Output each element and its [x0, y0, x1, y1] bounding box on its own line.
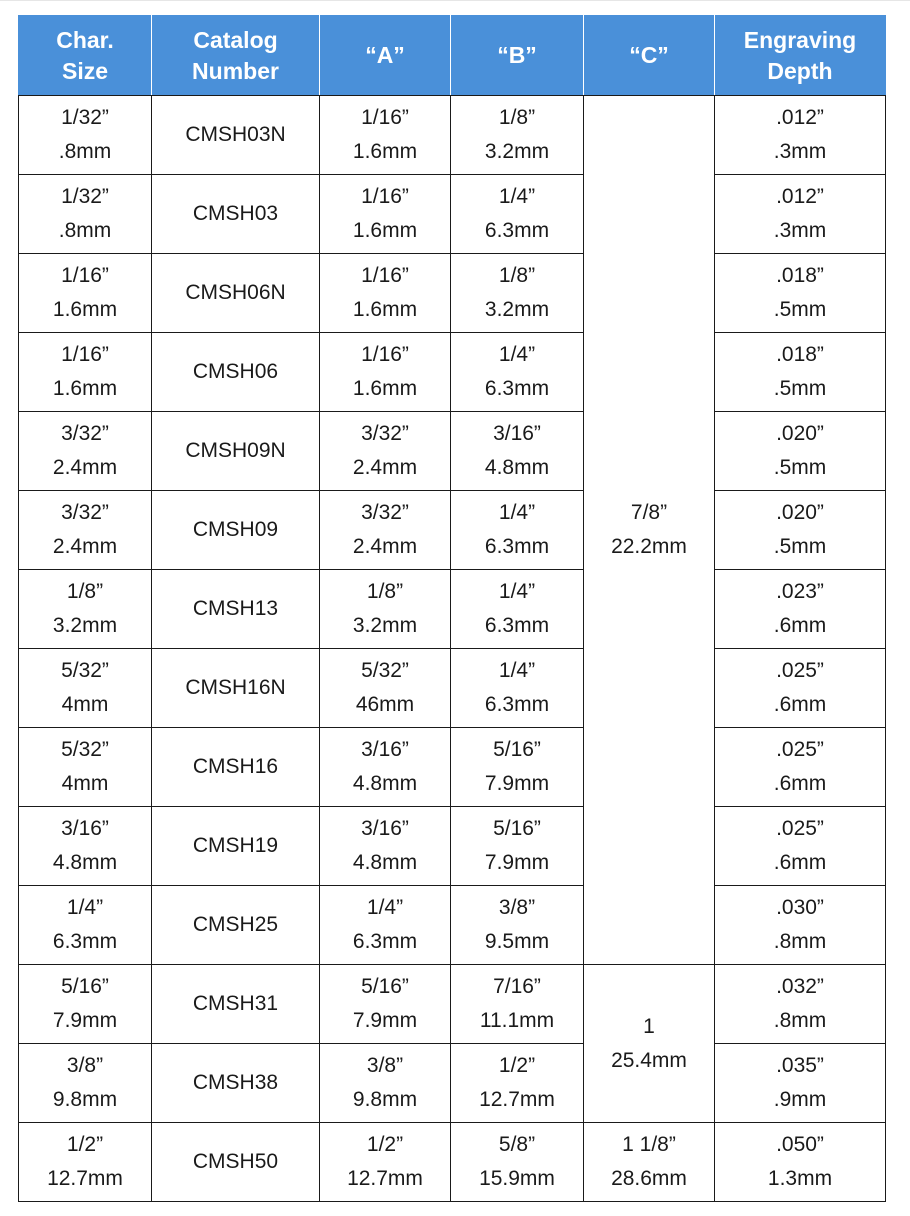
- a-dimension-cell-line: 1.6mm: [352, 298, 418, 321]
- engraving-depth-cell: [715, 412, 886, 491]
- engraving-depth-cell-line: .030”: [776, 896, 824, 919]
- catalog-number-cell: CMSH31: [152, 965, 320, 1044]
- engraving-depth-cell-line: .3mm: [773, 219, 827, 242]
- b-dimension-cell-line: 11.1mm: [479, 1009, 555, 1032]
- b-dimension-cell: [451, 412, 584, 491]
- engraving-depth-cell-line: .6mm: [773, 693, 827, 716]
- char-size-cell-line: .8mm: [58, 219, 112, 242]
- c-dimension-cell-line: 1 1/8”: [622, 1133, 676, 1156]
- catalog-number-cell: CMSH13: [152, 570, 320, 649]
- char-size-cell-line: 1/16”: [61, 343, 109, 366]
- table-header: [19, 16, 886, 96]
- char-size-cell: [19, 570, 152, 649]
- char-size-cell: [19, 175, 152, 254]
- char-size-cell-line: 3/8”: [66, 1054, 104, 1077]
- header-catalog-number: [152, 16, 320, 96]
- char-size-cell: [19, 649, 152, 728]
- char-size-cell-line: 2.4mm: [52, 456, 118, 479]
- a-dimension-cell-line: 7.9mm: [352, 1009, 418, 1032]
- a-dimension-cell-line: 9.8mm: [352, 1088, 418, 1111]
- header-text-line: Engraving: [743, 26, 857, 53]
- char-size-cell-line: 1.6mm: [52, 298, 118, 321]
- header-b: [451, 16, 584, 96]
- b-dimension-cell-line: 5/16”: [493, 738, 541, 761]
- a-dimension-cell-line: 1/16”: [361, 106, 409, 129]
- a-dimension-cell-line: 12.7mm: [347, 1167, 423, 1190]
- c-dimension-cell-line: 25.4mm: [611, 1048, 687, 1072]
- engraving-depth-cell-line: .6mm: [773, 614, 827, 637]
- engraving-depth-cell-line: .032”: [776, 975, 824, 998]
- a-dimension-cell: [320, 807, 451, 886]
- b-dimension-cell-line: 15.9mm: [479, 1167, 555, 1190]
- a-dimension-cell-line: 1/16”: [361, 264, 409, 287]
- a-dimension-cell-line: 4.8mm: [352, 851, 418, 874]
- engraving-depth-cell-line: .035”: [776, 1054, 824, 1077]
- char-size-cell-line: 1/8”: [66, 580, 104, 603]
- char-size-cell-line: 3/32”: [61, 422, 109, 445]
- b-dimension-cell-line: 1/4”: [498, 659, 536, 682]
- char-size-cell-line: 3.2mm: [52, 614, 118, 637]
- char-size-cell-line: 1/32”: [61, 106, 109, 129]
- catalog-number-cell: CMSH06N: [152, 254, 320, 333]
- header-text-line: Number: [192, 57, 279, 84]
- a-dimension-cell: [320, 96, 451, 175]
- header-text-line: “B”: [497, 42, 537, 68]
- b-dimension-cell-line: 1/4”: [498, 343, 536, 366]
- header-char-size: [19, 16, 152, 96]
- engraving-depth-cell-line: .5mm: [773, 456, 827, 479]
- b-dimension-cell-line: 7.9mm: [484, 851, 550, 874]
- char-size-cell: [19, 1123, 152, 1202]
- engraving-depth-cell-line: .023”: [776, 580, 824, 603]
- engraving-depth-cell-line: .6mm: [773, 851, 827, 874]
- engraving-depth-cell: [715, 1044, 886, 1123]
- a-dimension-cell-line: 3/16”: [361, 817, 409, 840]
- a-dimension-cell-line: 2.4mm: [352, 535, 418, 558]
- b-dimension-cell: [451, 649, 584, 728]
- engraving-depth-cell: [715, 570, 886, 649]
- char-size-cell: [19, 728, 152, 807]
- c-dimension-cell-line: 28.6mm: [611, 1167, 687, 1190]
- a-dimension-cell: [320, 491, 451, 570]
- engraving-depth-cell-line: .9mm: [773, 1088, 827, 1111]
- engraving-depth-cell-line: .012”: [776, 106, 824, 129]
- char-size-cell: [19, 412, 152, 491]
- engraving-depth-cell-line: .020”: [776, 501, 824, 524]
- b-dimension-cell-line: 1/4”: [498, 185, 536, 208]
- b-dimension-cell-line: 1/8”: [498, 264, 536, 287]
- char-size-cell: [19, 333, 152, 412]
- b-dimension-cell-line: 5/16”: [493, 817, 541, 840]
- a-dimension-cell-line: 6.3mm: [352, 930, 418, 953]
- catalog-number-cell: CMSH03: [152, 175, 320, 254]
- c-dimension-cell: [584, 965, 715, 1123]
- a-dimension-cell: [320, 570, 451, 649]
- a-dimension-cell-line: 2.4mm: [352, 456, 418, 479]
- b-dimension-cell-line: 3.2mm: [484, 140, 550, 163]
- b-dimension-cell-line: 6.3mm: [484, 614, 550, 637]
- engraving-depth-cell-line: .018”: [776, 343, 824, 366]
- engraving-depth-cell-line: .5mm: [773, 377, 827, 400]
- table-row: [19, 728, 886, 807]
- engraving-depth-cell-line: .8mm: [773, 930, 827, 953]
- char-size-cell: [19, 491, 152, 570]
- char-size-cell-line: .8mm: [58, 140, 112, 163]
- b-dimension-cell-line: 3/8”: [498, 896, 536, 919]
- char-size-cell-line: 5/32”: [61, 659, 109, 682]
- b-dimension-cell: [451, 807, 584, 886]
- a-dimension-cell-line: 1/2”: [366, 1133, 404, 1156]
- b-dimension-cell-line: 4.8mm: [484, 456, 550, 479]
- a-dimension-cell-line: 1/16”: [361, 185, 409, 208]
- table-row: [19, 254, 886, 333]
- engraving-depth-cell-line: .5mm: [773, 298, 827, 321]
- c-dimension-cell: [584, 96, 715, 965]
- a-dimension-cell-line: 3/8”: [366, 1054, 404, 1077]
- catalog-number-cell: CMSH09: [152, 491, 320, 570]
- catalog-number-cell: CMSH25: [152, 886, 320, 965]
- a-dimension-cell: [320, 965, 451, 1044]
- a-dimension-cell-line: 4.8mm: [352, 772, 418, 795]
- a-dimension-cell-line: 1.6mm: [352, 377, 418, 400]
- b-dimension-cell-line: 7/16”: [493, 975, 541, 998]
- engraving-depth-cell-line: .8mm: [773, 1009, 827, 1032]
- char-size-cell: [19, 96, 152, 175]
- engraving-depth-cell-line: 1.3mm: [767, 1167, 833, 1190]
- c-dimension-cell: [584, 1123, 715, 1202]
- b-dimension-cell: [451, 175, 584, 254]
- engraving-depth-cell: [715, 886, 886, 965]
- engraving-depth-cell: [715, 333, 886, 412]
- char-size-cell-line: 9.8mm: [52, 1088, 118, 1111]
- b-dimension-cell: [451, 965, 584, 1044]
- char-size-cell-line: 4.8mm: [52, 851, 118, 874]
- engraving-depth-cell: [715, 965, 886, 1044]
- a-dimension-cell: [320, 649, 451, 728]
- b-dimension-cell: [451, 570, 584, 649]
- b-dimension-cell-line: 6.3mm: [484, 377, 550, 400]
- header-row: [19, 16, 886, 96]
- b-dimension-cell-line: 1/4”: [498, 501, 536, 524]
- b-dimension-cell-line: 1/8”: [498, 106, 536, 129]
- b-dimension-cell: [451, 96, 584, 175]
- char-size-cell: [19, 807, 152, 886]
- b-dimension-cell-line: 6.3mm: [484, 693, 550, 716]
- table-row: [19, 175, 886, 254]
- specification-table: [18, 15, 886, 1202]
- a-dimension-cell-line: 3/16”: [361, 738, 409, 761]
- a-dimension-cell: [320, 175, 451, 254]
- char-size-cell-line: 4mm: [61, 772, 109, 795]
- header-engraving-depth: [715, 16, 886, 96]
- char-size-cell: [19, 965, 152, 1044]
- a-dimension-cell: [320, 333, 451, 412]
- header-text-line: Catalog: [193, 26, 278, 53]
- engraving-depth-cell: [715, 1123, 886, 1202]
- table-row: [19, 570, 886, 649]
- engraving-depth-cell: [715, 491, 886, 570]
- a-dimension-cell-line: 3/32”: [361, 422, 409, 445]
- b-dimension-cell: [451, 886, 584, 965]
- char-size-cell-line: 6.3mm: [52, 930, 118, 953]
- b-dimension-cell-line: 1/2”: [498, 1054, 536, 1077]
- catalog-number-cell: CMSH06: [152, 333, 320, 412]
- b-dimension-cell-line: 5/8”: [498, 1133, 536, 1156]
- char-size-cell-line: 7.9mm: [52, 1009, 118, 1032]
- c-dimension-cell-line: 1: [643, 1014, 655, 1038]
- catalog-number-cell: CMSH50: [152, 1123, 320, 1202]
- b-dimension-cell: [451, 1123, 584, 1202]
- engraving-depth-cell: [715, 254, 886, 333]
- a-dimension-cell-line: 1/8”: [366, 580, 404, 603]
- b-dimension-cell-line: 9.5mm: [484, 930, 550, 953]
- header-text-line: Depth: [767, 57, 833, 84]
- engraving-depth-cell-line: .6mm: [773, 772, 827, 795]
- table-body: [19, 96, 886, 1202]
- table-row: [19, 886, 886, 965]
- char-size-cell-line: 1/2”: [66, 1133, 104, 1156]
- b-dimension-cell: [451, 1044, 584, 1123]
- a-dimension-cell-line: 5/32”: [361, 659, 409, 682]
- char-size-cell-line: 1/32”: [61, 185, 109, 208]
- b-dimension-cell-line: 3.2mm: [484, 298, 550, 321]
- b-dimension-cell: [451, 728, 584, 807]
- catalog-number-cell: CMSH03N: [152, 96, 320, 175]
- a-dimension-cell-line: 46mm: [355, 693, 415, 716]
- header-text-line: Size: [61, 57, 109, 84]
- b-dimension-cell-line: 12.7mm: [479, 1088, 555, 1111]
- a-dimension-cell-line: 3/32”: [361, 501, 409, 524]
- engraving-depth-cell-line: .012”: [776, 185, 824, 208]
- engraving-depth-cell-line: .025”: [776, 738, 824, 761]
- a-dimension-cell-line: 1.6mm: [352, 219, 418, 242]
- engraving-depth-cell: [715, 728, 886, 807]
- char-size-cell-line: 1.6mm: [52, 377, 118, 400]
- engraving-depth-cell: [715, 649, 886, 728]
- b-dimension-cell-line: 1/4”: [498, 580, 536, 603]
- char-size-cell: [19, 886, 152, 965]
- catalog-number-cell: CMSH16: [152, 728, 320, 807]
- engraving-depth-cell: [715, 96, 886, 175]
- table-row: [19, 807, 886, 886]
- a-dimension-cell-line: 1/16”: [361, 343, 409, 366]
- catalog-number-cell: CMSH09N: [152, 412, 320, 491]
- catalog-number-cell: CMSH38: [152, 1044, 320, 1123]
- c-dimension-cell-line: 22.2mm: [611, 535, 687, 558]
- b-dimension-cell-line: 7.9mm: [484, 772, 550, 795]
- table-row: [19, 96, 886, 175]
- engraving-depth-cell-line: .050”: [776, 1133, 824, 1156]
- table-row: [19, 333, 886, 412]
- b-dimension-cell: [451, 254, 584, 333]
- char-size-cell: [19, 1044, 152, 1123]
- b-dimension-cell: [451, 333, 584, 412]
- b-dimension-cell-line: 6.3mm: [484, 219, 550, 242]
- a-dimension-cell-line: 1/4”: [366, 896, 404, 919]
- header-a: [320, 16, 451, 96]
- a-dimension-cell-line: 3.2mm: [352, 614, 418, 637]
- table-row: [19, 965, 886, 1044]
- char-size-cell-line: 1/4”: [66, 896, 104, 919]
- engraving-depth-cell: [715, 175, 886, 254]
- a-dimension-cell: [320, 728, 451, 807]
- b-dimension-cell: [451, 491, 584, 570]
- b-dimension-cell-line: 3/16”: [493, 422, 541, 445]
- char-size-cell-line: 3/32”: [61, 501, 109, 524]
- catalog-number-cell: CMSH19: [152, 807, 320, 886]
- engraving-depth-cell-line: .018”: [776, 264, 824, 287]
- header-text-line: Char.: [56, 26, 114, 53]
- a-dimension-cell-line: 5/16”: [361, 975, 409, 998]
- a-dimension-cell: [320, 886, 451, 965]
- char-size-cell-line: 5/16”: [61, 975, 109, 998]
- top-divider: [0, 0, 910, 1]
- engraving-depth-cell-line: .025”: [776, 659, 824, 682]
- a-dimension-cell: [320, 1123, 451, 1202]
- header-text-line: “A”: [365, 42, 405, 68]
- a-dimension-cell-line: 1.6mm: [352, 140, 418, 163]
- char-size-cell-line: 5/32”: [61, 738, 109, 761]
- char-size-cell-line: 3/16”: [61, 817, 109, 840]
- engraving-depth-cell-line: .3mm: [773, 140, 827, 163]
- header-c: [584, 16, 715, 96]
- engraving-depth-cell-line: .020”: [776, 422, 824, 445]
- b-dimension-cell-line: 6.3mm: [484, 535, 550, 558]
- a-dimension-cell: [320, 254, 451, 333]
- char-size-cell: [19, 254, 152, 333]
- char-size-cell-line: 1/16”: [61, 264, 109, 287]
- engraving-depth-cell: [715, 807, 886, 886]
- table-row: [19, 649, 886, 728]
- table-row: [19, 1044, 886, 1123]
- header-text-line: “C”: [629, 42, 669, 68]
- char-size-cell-line: 4mm: [61, 693, 109, 716]
- char-size-cell-line: 12.7mm: [47, 1167, 123, 1190]
- table-row: [19, 1123, 886, 1202]
- char-size-cell-line: 2.4mm: [52, 535, 118, 558]
- a-dimension-cell: [320, 1044, 451, 1123]
- table-row: [19, 412, 886, 491]
- engraving-depth-cell-line: .025”: [776, 817, 824, 840]
- table-row: [19, 491, 886, 570]
- a-dimension-cell: [320, 412, 451, 491]
- engraving-depth-cell-line: .5mm: [773, 535, 827, 558]
- c-dimension-cell-line: 7/8”: [630, 501, 668, 524]
- catalog-number-cell: CMSH16N: [152, 649, 320, 728]
